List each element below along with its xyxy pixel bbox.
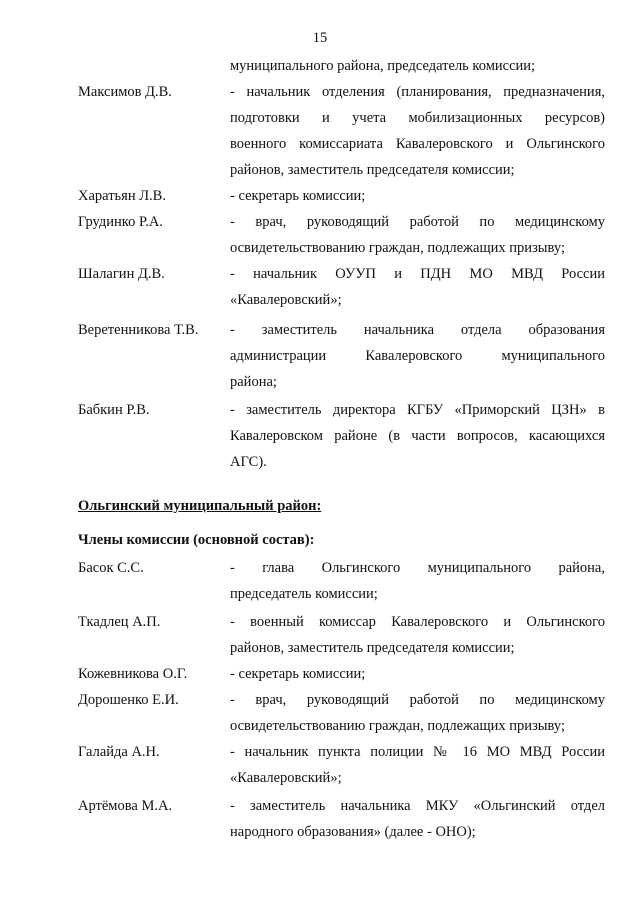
- member-role-line: - секретарь комиссии;: [230, 188, 366, 204]
- member-role-line: освидетельствованию граждан, подлежащих призыву;: [230, 718, 565, 734]
- member-name: Басок С.С.: [78, 560, 144, 576]
- subsection-title: Члены комиссии (основной состав):: [78, 532, 315, 548]
- member-role-line: - начальник пункта полиции № 16 МО МВД России: [230, 744, 605, 760]
- member-role-line: - врач, руководящий работой по медицинскому: [230, 692, 605, 708]
- member-name: Шалагин Д.В.: [78, 266, 165, 282]
- member-role-line: - глава Ольгинского муниципального района,: [230, 560, 605, 576]
- member-role-line: - секретарь комиссии;: [230, 666, 366, 682]
- member-role-line: - врач, руководящий работой по медицинскому: [230, 214, 605, 230]
- member-role-line: «Кавалеровский»;: [230, 770, 342, 786]
- page-number: 15: [312, 30, 328, 46]
- member-role-line: районов, заместитель председателя комиссии;: [230, 640, 515, 656]
- member-role-line: военного комиссариата Кавалеровского и Ольгинского: [230, 136, 605, 152]
- member-name: Харатьян Л.В.: [78, 188, 166, 204]
- member-role-line: района;: [230, 374, 277, 390]
- member-name: Галайда А.Н.: [78, 744, 160, 760]
- member-role-line: - начальник отделения (планирования, предназначения,: [230, 84, 605, 100]
- member-name: Дорошенко Е.И.: [78, 692, 179, 708]
- member-name: Грудинко Р.А.: [78, 214, 163, 230]
- member-name: Кожевникова О.Г.: [78, 666, 188, 682]
- member-name: Артёмова М.А.: [78, 798, 173, 814]
- member-role-line: подготовки и учета мобилизационных ресурсов): [230, 110, 605, 126]
- member-name: Ткадлец А.П.: [78, 614, 161, 630]
- member-role-line: АГС).: [230, 454, 267, 470]
- member-role-line: народного образования» (далее - ОНО);: [230, 824, 476, 840]
- member-role-line: - заместитель директора КГБУ «Приморский ЦЗН» в: [230, 402, 605, 418]
- member-role-line: - начальник ОУУП и ПДН МО МВД России: [230, 266, 605, 282]
- member-role-line: - заместитель начальника отдела образования: [230, 322, 605, 338]
- member-role-line: освидетельствованию граждан, подлежащих призыву;: [230, 240, 565, 256]
- member-name: Веретенникова Т.В.: [78, 322, 199, 338]
- member-name: Бабкин Р.В.: [78, 402, 150, 418]
- member-role-line: Кавалеровском районе (в части вопросов, касающихся: [230, 428, 605, 444]
- section-title: Ольгинский муниципальный район:: [78, 498, 322, 514]
- member-role-line: - военный комиссар Кавалеровского и Ольгинского: [230, 614, 605, 630]
- member-role-line: - заместитель начальника МКУ «Ольгинский отдел: [230, 798, 605, 814]
- member-name: Максимов Д.В.: [78, 84, 172, 100]
- member-role-line: «Кавалеровский»;: [230, 292, 342, 308]
- member-role-line: районов, заместитель председателя комиссии;: [230, 162, 515, 178]
- member-role-line: администрации Кавалеровского муниципального: [230, 348, 605, 364]
- intro-line: муниципального района, председатель комиссии;: [230, 58, 536, 74]
- member-role-line: председатель комиссии;: [230, 586, 378, 602]
